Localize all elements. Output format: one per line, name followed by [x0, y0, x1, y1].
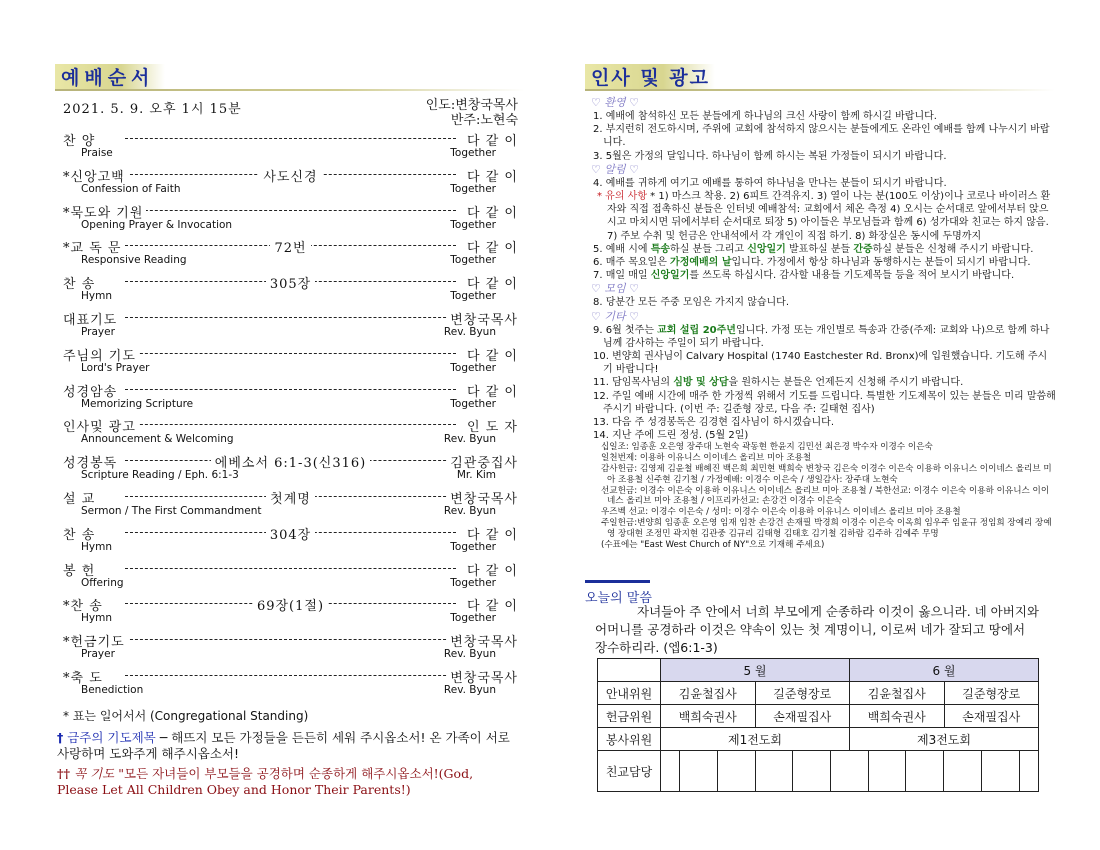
prayer-topic-label: 금주의 기도제목 — [67, 730, 156, 745]
usher-3: 김윤철집사 — [850, 682, 945, 705]
worship-item-person: 다 같 이 — [464, 560, 518, 577]
worship-item-label-en: Lord's Prayer — [81, 361, 150, 374]
leader-dashes — [125, 138, 456, 139]
word-rule — [585, 580, 650, 583]
a6-pre: 6. 매주 목요일은 — [593, 257, 671, 269]
announcement-10: 10. 변양희 권사님이 Calvary Hospital (1740 Eastchester Rd. Bronx)에 입원했습니다. 기도해 주시기 바랍니다! — [593, 351, 1048, 376]
worship-item-person-en: Rev. Byun — [443, 683, 496, 696]
worship-item-english — [63, 648, 518, 663]
offering-tithe: 십일조: 임종훈 오은영 장주대 노현숙 곽동현 한윤지 김민선 최은경 박수자 이경수 이은숙 — [601, 442, 933, 453]
leader-dashes — [125, 353, 456, 354]
worship-item-english — [63, 219, 518, 234]
worship-item — [63, 130, 518, 166]
worship-item-person-en: Mr. Kim — [456, 469, 496, 482]
worship-order-header — [55, 64, 525, 90]
worship-item-english — [63, 541, 518, 556]
worship-item-english — [63, 612, 518, 627]
section-meeting: ♡ 모임 ♡ — [591, 282, 639, 296]
worship-item-person: 다 같 이 — [464, 202, 518, 219]
announcement-8: 8. 당분간 모든 주중 모임은 가지지 않습니다. — [593, 297, 790, 309]
section-other: ♡ 기타 ♡ — [591, 309, 639, 323]
worship-item-person: 변창국목사 — [447, 309, 518, 326]
worship-item-person: 다 같 이 — [464, 166, 518, 183]
worship-item-label-en: Offering — [81, 576, 124, 589]
worship-item-detail-wrap — [63, 595, 518, 612]
worship-item-english — [63, 684, 518, 699]
worship-item-person-en: Together — [450, 576, 496, 589]
leader: 인도:변창국목사 — [425, 98, 518, 113]
worship-item-person: 다 같 이 — [464, 595, 518, 612]
usher-1: 김윤철집사 — [661, 682, 756, 705]
announcement-2: 2. 부지런히 전도하시며, 주위에 교회에 참석하지 않으시는 분들에게도 온라인 예배를 함께 나누시기 바랍니다. — [593, 124, 1050, 149]
leader-dashes — [125, 568, 456, 569]
worship-item-label-en: Benediction — [81, 683, 144, 696]
double-cross-icon: †† — [57, 766, 71, 781]
fellowship-cell — [755, 751, 793, 791]
worship-item-label-en: Praise — [81, 147, 113, 159]
a5-highlight-2: 신앙일기 — [747, 243, 786, 255]
worship-item-label-en: Announcement & Welcoming — [81, 433, 234, 446]
worship-item — [63, 166, 518, 202]
worship-item-label-en: Hymn — [81, 612, 112, 625]
worship-item-main — [63, 381, 518, 398]
duty-row-fellowship — [598, 751, 1039, 792]
worship-item-person-en: Together — [450, 290, 496, 303]
duty-row-service — [598, 728, 1039, 751]
worship-item-label: 성경봉독 — [63, 452, 120, 469]
worship-item-label-en: Responsive Reading — [81, 254, 187, 267]
worship-item-detail-wrap — [63, 273, 518, 290]
fellowship-cell — [793, 751, 831, 791]
leader-dashes — [125, 317, 456, 318]
announcement-list — [591, 96, 1056, 550]
worship-item-detail-wrap — [63, 524, 518, 541]
worship-item-person: 변창국목사 — [447, 667, 518, 684]
a5-mid: 하실 분들 그리고 — [670, 243, 748, 255]
a5-pre: 5. 예배 시에 — [593, 243, 651, 255]
worship-item-english — [63, 398, 518, 413]
worship-item-main — [63, 345, 518, 362]
worship-item-label: *묵도와 기원 — [63, 202, 146, 219]
offering-thousand: 일천번제: 이용하 이유니스 이이네스 올리브 미아 조용철 — [601, 453, 812, 464]
announcements-header — [585, 64, 1055, 90]
offering-thanks: 감사헌금: 김영제 김윤철 배혜진 백은희 최민현 백희숙 변창국 김은숙 이경수 이은숙 이용하 이유니스 이이네스 올리브 미아 조용철 신주현 김기철 / 가정예배: 이경수 이은숙 / 생일감사: 장주대 노현숙 — [601, 464, 1052, 485]
a9-pre: 9. 6월 첫주는 — [593, 324, 658, 336]
duty-table — [597, 658, 1039, 792]
announcement-7 — [591, 269, 1056, 282]
worship-item-person-en: Together — [450, 254, 496, 267]
worship-item-detail: 304장 — [266, 528, 315, 541]
duty-row-usher — [598, 682, 1039, 705]
worship-item — [63, 345, 518, 381]
worship-item-main — [63, 202, 518, 219]
worship-item-english — [63, 254, 518, 269]
worship-item — [63, 237, 518, 273]
worship-item — [63, 416, 518, 452]
leader-dashes — [125, 424, 456, 425]
worship-item-label: 성경암송 — [63, 381, 120, 398]
announcement-5 — [591, 243, 1056, 256]
worship-item-label: 봉 헌 — [63, 560, 98, 577]
caution-text: * 1) 마스크 착용. 2) 6피트 간격유지. 3) 열이 나는 분(100도 이상)이나 코로나 바이러스 환자와 직접 접촉하신 분들은 인터넷 예배참석: 교회에서 체온 측정 4) 오시는 순서대로 앞에서부터 앉으시고 마치시면 뒤에서부터 순서대로 퇴장 5) 아이들은 부모님들과 함께 6) 성가대와 친교는 하지 않음. 7) 주보 수취 및 헌금은 안내석에서 각 개인이 직접 하기. 8) 화장실은 동시에 두명까지 — [607, 191, 1051, 242]
worship-item-person-en: Together — [450, 182, 496, 195]
fellowship-cell — [906, 751, 944, 791]
must-pray-text: "모든 자녀들이 부모들을 공경하며 순종하게 해주시옵소서!(God, Please Let All Children Obey and Honor Their Parents!) — [57, 766, 474, 797]
worship-item-person-en: Rev. Byun — [443, 325, 496, 338]
todays-word-text: 자녀들아 주 안에서 너희 부모에게 순종하라 이것이 옳으니라. 네 아버지와 어머니를 공경하라 이것은 약속이 있는 첫 계명이니, 이로써 네가 잘되고 땅에서 장수하리라. (엡6:1-3) — [595, 604, 1039, 655]
worship-item-english — [63, 505, 518, 520]
worship-item — [63, 631, 518, 667]
offering-1: 백희숙권사 — [661, 705, 756, 728]
leader-dashes — [125, 675, 456, 676]
announcement-11 — [591, 376, 1056, 389]
leader-dashes — [125, 639, 456, 640]
worship-item — [63, 560, 518, 596]
worship-item-english — [63, 362, 518, 377]
worship-item — [63, 381, 518, 417]
standing-note: * 표는 일어서서 (Congregational Standing) — [63, 709, 309, 723]
offering-3: 백희숙권사 — [850, 705, 945, 728]
check-note: (수표에는 "East West Church of NY"으로 기재해 주세요) — [601, 539, 825, 550]
role-service: 봉사위원 — [598, 728, 661, 751]
a7-pre: 7. 매일 매일 — [593, 270, 651, 282]
worship-item — [63, 595, 518, 631]
offering-mission: 선교헌금: 이경수 이은숙 이용하 이유니스 이이네스 올리브 미아 조용철 / 북한선교: 이경수 이은숙 이용하 이유니스 이이네스 올리브 미아 조용철 / 이프리카선교: 손강건 이경수 이은숙 — [601, 485, 1050, 507]
must-pray — [57, 766, 517, 798]
service-roles — [426, 98, 518, 128]
worship-item-label: *헌금기도 — [63, 631, 128, 648]
worship-item-person: 김관중집사 — [447, 452, 518, 469]
fellowship-cell — [680, 751, 718, 791]
worship-item-label: *찬 송 — [63, 595, 106, 612]
fellowship-cell — [868, 751, 906, 791]
worship-item-main — [63, 273, 518, 290]
a6-highlight: 가정예배의 날 — [670, 257, 732, 269]
worship-item-detail: 69장(1절) — [253, 599, 328, 612]
fellowship-cells — [661, 751, 1039, 792]
worship-item-person-en: Together — [450, 397, 496, 410]
worship-item-person: 다 같 이 — [464, 237, 518, 254]
worship-item-label: 찬 송 — [63, 273, 98, 290]
role-fellowship: 친교담당 — [598, 751, 661, 792]
a7-post: 를 쓰도록 하십시다. 감사할 내용들 기도제목들 등을 적어 보시기 바랍니다. — [689, 270, 1015, 282]
worship-item-label-en: Scripture Reading / Eph. 6:1-3 — [81, 469, 239, 482]
worship-item-main — [63, 416, 518, 433]
worship-item — [63, 202, 518, 238]
worship-item-person: 다 같 이 — [464, 273, 518, 290]
worship-item-label-en: Hymn — [81, 540, 112, 553]
worship-item-person-en: Together — [450, 218, 496, 231]
announcement-12: 12. 주일 예배 시간에 매주 한 가정씩 위해서 기도를 드립니다. 특별한 기도제목이 있는 분들은 미리 말씀해 주시기 바랍니다. (이번 주: 길준형 장로, 다음 주: 길태현 집사) — [593, 390, 1056, 415]
worship-item-detail: 에베소서 6:1-3(신316) — [211, 456, 370, 469]
worship-item-label: 설 교 — [63, 488, 98, 505]
worship-item-person-en: Together — [450, 540, 496, 553]
fellowship-cell — [944, 751, 982, 791]
a9-post: 입니다. 가정 또는 개인별로 특송과 간증(주제: 교회와 나)으로 함께 하나님께 감사하는 주일이 되기 바랍니다. — [603, 324, 1050, 349]
worship-item-label-en: Opening Prayer & Invocation — [81, 218, 233, 231]
duty-header-row — [598, 659, 1039, 682]
worship-item-main — [63, 560, 518, 577]
worship-item-english — [63, 577, 518, 592]
worship-item-person: 다 같 이 — [464, 345, 518, 362]
prayer-topic — [57, 730, 517, 762]
worship-item-main — [63, 452, 518, 469]
worship-item-main — [63, 237, 518, 254]
offering-sunday: 주일헌금:변양희 임종훈 오은영 임재 임찬 손강건 손재필 박경희 이경수 이은숙 이옥희 임우주 임윤규 정임희 장예리 장예영 장대현 조정민 곽지현 김관중 김규리 김태형 김태호 김기철 김하람 김주하 김예주 무명 — [601, 518, 1052, 539]
worship-item-main — [63, 130, 518, 147]
fellowship-cell — [1019, 751, 1038, 791]
accompanist: 반주:노현숙 — [450, 113, 518, 128]
worship-item-detail: 305장 — [266, 277, 315, 290]
a11-post: 을 원하시는 분들은 언제든지 신청해 주시기 바랍니다. — [728, 377, 964, 389]
worship-items — [63, 130, 518, 703]
duty-row-offering — [598, 705, 1039, 728]
duty-corner — [598, 659, 661, 682]
worship-item — [63, 524, 518, 560]
a5-highlight-1: 특송 — [650, 243, 671, 255]
worship-item — [63, 273, 518, 309]
worship-item-person: 다 같 이 — [464, 524, 518, 541]
section-welcome: ♡ 환영 ♡ — [591, 96, 639, 109]
role-usher: 안내위원 — [598, 682, 661, 705]
worship-item-detail-wrap — [63, 166, 518, 183]
leader-dashes — [125, 389, 456, 390]
worship-item-person: 다 같 이 — [464, 381, 518, 398]
fellowship-grid — [661, 751, 1038, 791]
worship-item-person: 변창국목사 — [447, 488, 518, 505]
worship-item-person-en: Rev. Byun — [443, 504, 496, 517]
worship-item-english — [63, 183, 518, 198]
worship-item-main — [63, 488, 518, 505]
worship-item-label-en: Confession of Faith — [81, 182, 181, 195]
worship-item-english — [63, 469, 518, 484]
worship-item-main — [63, 166, 518, 183]
worship-item-detail-wrap — [63, 237, 518, 254]
a6-post: 입니다. 가정에서 항상 하나님과 동행하시는 분들이 되시기 바랍니다. — [731, 257, 1031, 269]
a11-pre: 11. 담임목사님의 — [593, 377, 674, 389]
worship-item — [63, 667, 518, 703]
worship-item-main — [63, 631, 518, 648]
caution-label: * 유의 사항 — [597, 191, 647, 203]
fellowship-cell — [831, 751, 869, 791]
a5-post: 하실 분들은 신청해 주시기 바랍니다. — [872, 243, 1034, 255]
worship-item-person-en: Together — [450, 612, 496, 625]
worship-item-person-en: Together — [450, 361, 496, 374]
a5-mid2: 발표하실 분들 — [785, 243, 854, 255]
worship-item-english — [63, 433, 518, 448]
a9-highlight: 교회 설립 20주년 — [657, 324, 736, 336]
worship-item-person-en: Rev. Byun — [443, 433, 496, 446]
worship-item-label-en: Sermon / The First Commandment — [81, 504, 262, 517]
worship-order-column — [55, 0, 525, 850]
role-offering: 헌금위원 — [598, 705, 661, 728]
must-pray-label: 꼭 기도 — [74, 766, 115, 781]
a7-highlight: 신앙일기 — [650, 270, 690, 282]
fellowship-cell — [718, 751, 756, 791]
worship-item-person: 변창국목사 — [447, 631, 518, 648]
worship-item-label-en: Prayer — [81, 325, 115, 338]
announcement-6 — [591, 256, 1056, 269]
announcement-14: 14. 지난 주에 드린 정성. (5월 2일) — [593, 430, 749, 442]
worship-item-person-en: Rev. Byun — [443, 648, 496, 661]
announcement-4-sub — [591, 190, 1056, 243]
worship-item-main — [63, 595, 518, 612]
worship-item-label: 주님의 기도 — [63, 345, 139, 362]
worship-item-label: *교 독 문 — [63, 237, 124, 254]
announcement-4: 4. 예배를 귀하게 여기고 예배를 통하여 하나님을 만나는 분들이 되시기 바랍니다. — [593, 177, 947, 189]
worship-order-title: 예배순서 — [61, 67, 155, 89]
worship-item-person: 다 같 이 — [464, 130, 518, 147]
worship-item-label: 대표기도 — [63, 309, 120, 326]
worship-item-detail: 사도신경 — [259, 170, 321, 183]
worship-item-person: 인 도 자 — [464, 416, 518, 433]
service-date: 2021. 5. 9. 오후 1시 15분 — [63, 102, 242, 117]
announcements-column — [585, 0, 1055, 850]
offering-uzbek: 우즈벡 선교: 이경수 이은숙 / 성미: 이경수 이은숙 이용하 이유니스 이이네스 올리브 미아 조용철 — [601, 507, 961, 518]
cross-icon: † — [57, 730, 64, 745]
worship-item — [63, 488, 518, 524]
todays-word-title: 오늘의 말씀 — [585, 591, 652, 606]
worship-item — [63, 452, 518, 488]
announcement-3: 3. 5월은 가정의 달입니다. 하나님이 함께 하시는 복된 가정들이 되시기 바랍니다. — [593, 150, 947, 162]
worship-item-english — [63, 290, 518, 305]
offering-2: 손재필집사 — [755, 705, 850, 728]
announcement-13: 13. 다음 주 성경봉독은 김경현 집사님이 하시겠습니다. — [593, 417, 835, 429]
worship-item-english — [63, 147, 518, 162]
announcement-1: 1. 예배에 참석하신 모든 분들에게 하나님의 크신 사랑이 함께 하시길 바랍니다. — [593, 111, 937, 122]
service-1: 제1전도회 — [661, 728, 850, 751]
leader-dashes — [125, 210, 456, 211]
worship-item-label: *신앙고백 — [63, 166, 128, 183]
worship-item-label: 인사및 광고 — [63, 416, 139, 433]
worship-item-label: 찬 양 — [63, 130, 98, 147]
announcement-9 — [591, 324, 1056, 350]
usher-4: 길준형장로 — [944, 682, 1039, 705]
fellowship-cell — [981, 751, 1019, 791]
worship-item-main — [63, 667, 518, 684]
worship-item-detail: 72번 — [270, 241, 310, 254]
worship-item-english — [63, 326, 518, 341]
worship-item-label-en: Prayer — [81, 648, 115, 661]
section-notice: ♡ 알림 ♡ — [591, 162, 639, 176]
worship-item-label: *축 도 — [63, 667, 106, 684]
worship-item-main — [63, 524, 518, 541]
prayer-topic-text: ─ 해뜨지 모든 가정들을 든든히 세워 주시옵소서! 온 가족이 서로 사랑하며 도와주게 해주시옵소서! — [57, 730, 510, 761]
worship-item-label-en: Memorizing Scripture — [81, 397, 194, 410]
offering-4: 손재필집사 — [944, 705, 1039, 728]
worship-item-label-en: Hymn — [81, 290, 112, 303]
month-1: 5 월 — [661, 659, 850, 682]
worship-item-detail: 첫계명 — [266, 492, 315, 505]
service-2: 제3전도회 — [850, 728, 1039, 751]
announcements-title: 인사 및 광고 — [591, 67, 710, 89]
fellowship-cell — [661, 751, 680, 791]
month-2: 6 월 — [850, 659, 1039, 682]
worship-item-label: 찬 송 — [63, 524, 98, 541]
usher-2: 길준형장로 — [755, 682, 850, 705]
a5-highlight-3: 간증 — [853, 243, 873, 255]
worship-item — [63, 309, 518, 345]
worship-item-person-en: Together — [450, 147, 496, 159]
a11-highlight: 심방 및 상담 — [673, 377, 729, 389]
worship-item-main — [63, 309, 518, 326]
